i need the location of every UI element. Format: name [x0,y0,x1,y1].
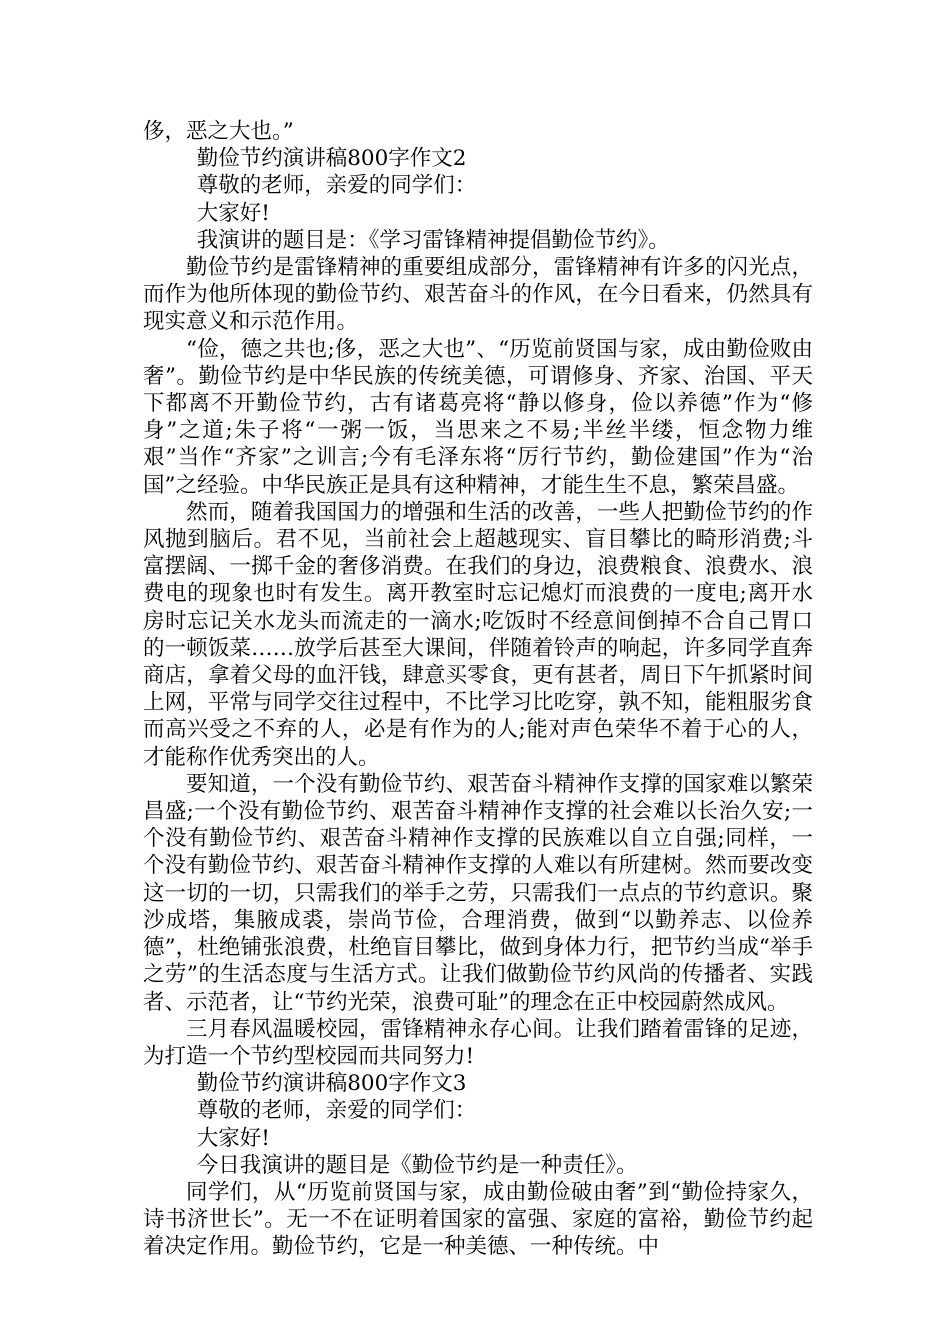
greeting: 大家好! [196,1125,270,1151]
section-title-3: 勤俭节约演讲稿800字作文3 [196,1071,467,1097]
paragraph: 然而，随着我国国力的增强和生活的改善，一些人把勤俭节约的作风抛到脑后。君不见，当前社会上超越现实、盲目攀比的畸形消费;斗富摆阔、一掷千金的奢侈消费。在我们的身边，浪费粮食、浪费水、浪费电的现象也时有发生。离开教室时忘记熄灯而浪费的一度电;离开水房时忘记关水龙头而流走的一滴水;吃饭时不经意间倒掉不合自己胃口的一顿饭菜……放学后甚至大课间，伴随着铃声的响起，许多同学直奔商店，拿着父母的血汗钱，肆意买零食，更有甚者，周日下午抓紧时间上网，平常与同学交往过程中，不比学习比吃穿，孰不知，能粗服劣食而高兴受之不弃的人，必是有作为的人;能对声色荣华不着于心的人，才能称作优秀突出的人。 [143,499,813,770]
paragraph: “俭，德之共也;侈，恶之大也”、“历览前贤国与家，成由勤俭败由奢”。勤俭节约是中华民族的传统美德，可谓修身、齐家、治国、平天下都离不开勤俭节约，古有诸葛亮将“静以修身，俭以养德”作为“修身”之道;朱子将“一粥一饭，当思来之不易;半丝半缕，恒念物力维艰”当作“齐家”之训言;今有毛泽东将“厉行节约，勤俭建国”作为“治国”之经验。中华民族正是具有这种精神，才能生生不息，繁荣昌盛。 [143,336,813,498]
salutation: 尊敬的老师，亲爱的同学们： [196,173,477,199]
paragraph: 三月春风温暖校园，雷锋精神永存心间。让我们踏着雷锋的足迹，为打造一个节约型校园而共同努力! [143,1016,813,1069]
document-page [143,118,813,1261]
salutation: 尊敬的老师，亲爱的同学们： [196,1098,477,1124]
greeting: 大家好! [196,200,270,226]
section-title-2: 勤俭节约演讲稿800字作文2 [196,146,467,172]
speech-topic: 今日我演讲的题目是《勤俭节约是一种责任》。 [196,1152,638,1178]
paragraph: 要知道，一个没有勤俭节约、艰苦奋斗精神作支撑的国家难以繁荣昌盛;一个没有勤俭节约、艰苦奋斗精神作支撑的社会难以长治久安;一个没有勤俭节约、艰苦奋斗精神作支撑的民族难以自立自强;同样，一个没有勤俭节约、艰苦奋斗精神作支撑的人难以有所建树。然而要改变这一切的一切，只需我们的举手之劳，只需我们一点点的节约意识。聚沙成塔，集腋成裘，崇尚节俭，合理消费，做到“以勤养志、以俭养德”，杜绝铺张浪费，杜绝盲目攀比，做到身体力行，把节约当成“举手之劳”的生活态度与生活方式。让我们做勤俭节约风尚的传播者、实践者、示范者，让“节约光荣，浪费可耻”的理念在正中校园蔚然成风。 [143,771,813,1015]
paragraph: 勤俭节约是雷锋精神的重要组成部分，雷锋精神有许多的闪光点，而作为他所体现的勤俭节约、艰苦奋斗的作风，在今日看来，仍然具有现实意义和示范作用。 [143,255,813,335]
speech-topic: 我演讲的题目是：《学习雷锋精神提倡勤俭节约》。 [196,227,670,253]
paragraph: 同学们，从“历览前贤国与家，成由勤俭破由奢”到“勤俭持家久，诗书济世长”。无一不在证明着国家的富强、家庭的富裕，勤俭节约起着决定作用。勤俭节约，它是一种美德、一种传统。中 [143,1179,813,1260]
paragraph-continuation: 侈，恶之大也。” [143,119,294,144]
